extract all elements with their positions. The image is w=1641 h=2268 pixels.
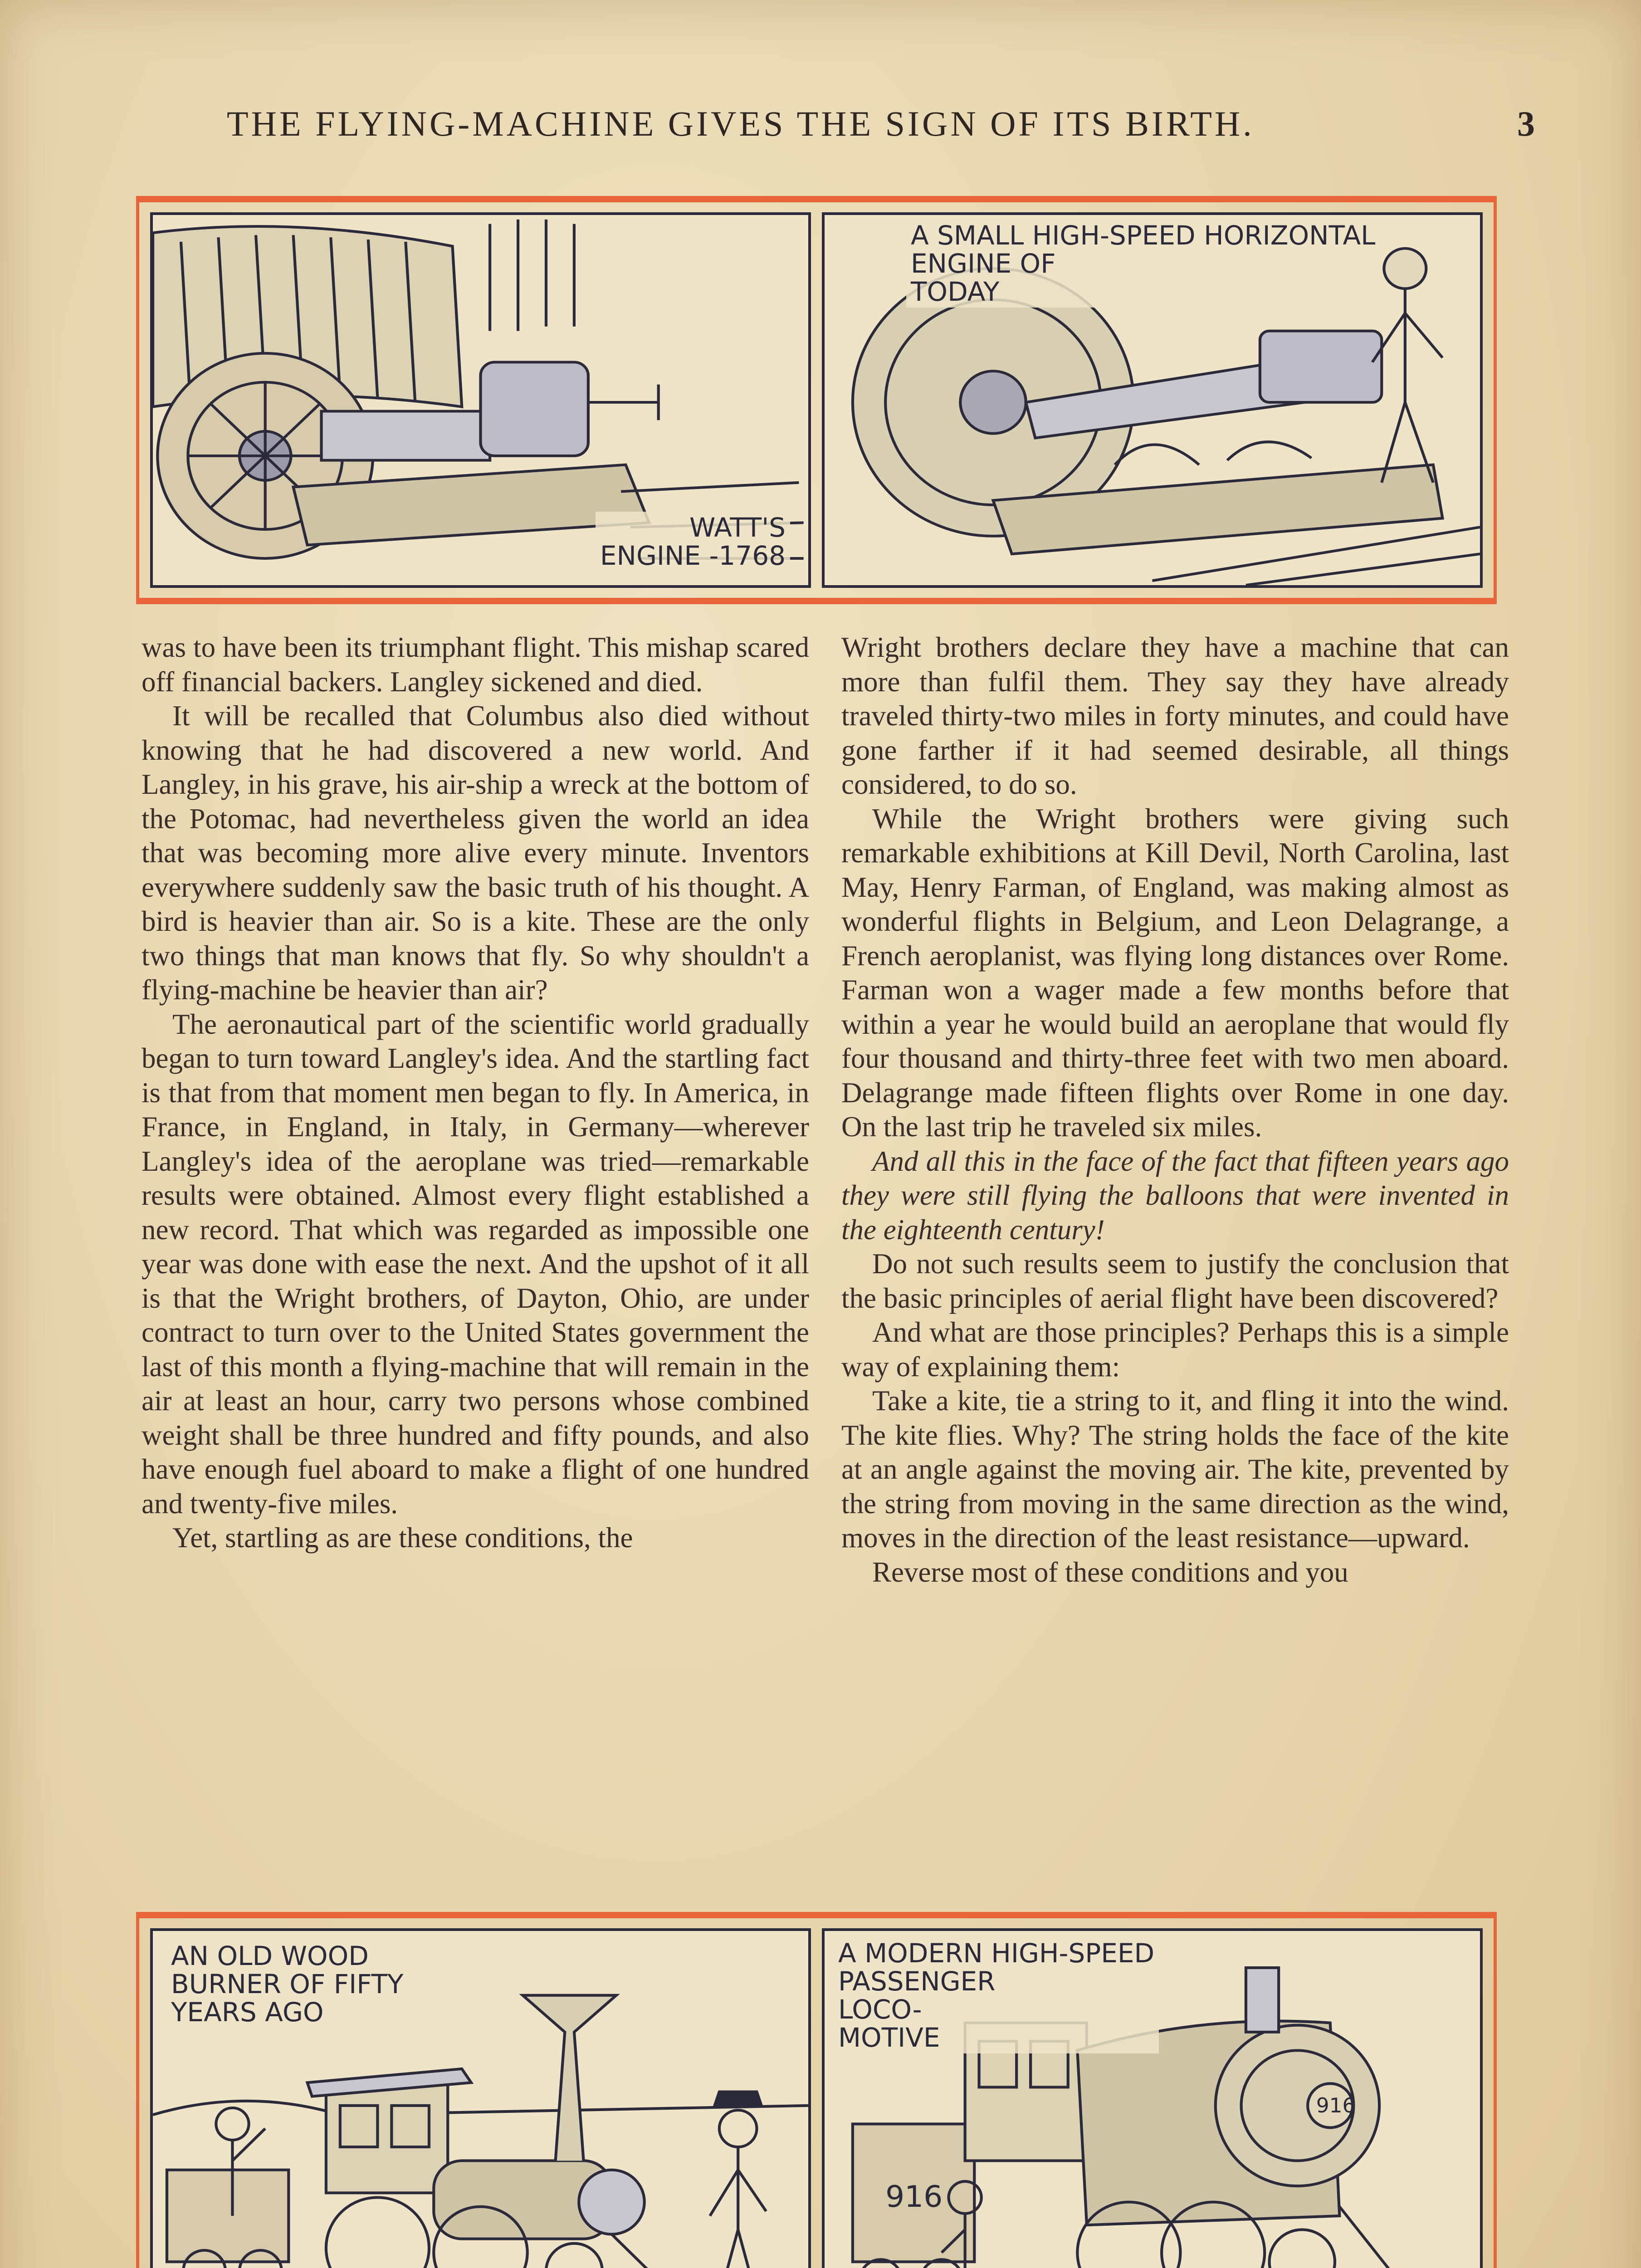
- modern-locomotive-caption: A MODERN HIGH-SPEED PASSENGER LOCO- MOTIVE: [834, 1937, 1159, 2053]
- running-head: [227, 103, 1538, 153]
- left-text-column: [142, 631, 809, 1837]
- right-paragraph-6: Take a kite, tie a string to it, and fling it into the wind. The kite flies. Why? The string holds the face of the kite at an angle against the moving air. The kite, prevented by the string from moving in the same direction as the wind, moves in the direction of the least resistance—upward.: [841, 1385, 1509, 1554]
- right-paragraph-4: Do not such results seem to justify the conclusion that the basic principles of aerial flight have been discovered?: [841, 1248, 1509, 1314]
- horizontal-engine-panel: [822, 212, 1483, 588]
- right-paragraph-5: And what are those principles? Perhaps this is a simple way of explaining them:: [841, 1316, 1509, 1383]
- bottom-illustration-band: [136, 1912, 1497, 2268]
- running-title: THE FLYING-MACHINE GIVES THE SIGN OF ITS BIRTH.: [227, 104, 1255, 143]
- right-paragraph-3-italic: And all this in the face of the fact that fifteen years ago they were still flying the balloons that were invented in the eighteenth century!: [841, 1145, 1509, 1246]
- left-paragraph-2: It will be recalled that Columbus also died without knowing that he had discovered a new world. And Langley, in his grave, his air-ship a wreck at the bottom of the Potomac, had nevertheless given the world an idea that was becoming more alive every minute. Inventors everywhere suddenly saw the basic truth of his thought. A bird is heavier than air. So is a kite. These are the only two things that man knows that fly. So why shouldn't a flying-machine be heavier than air?: [142, 700, 809, 1006]
- right-paragraph-7: Reverse most of these conditions and you: [872, 1556, 1348, 1588]
- horizontal-engine-caption: A SMALL HIGH-SPEED HORIZONTAL ENGINE OF TODAY: [906, 220, 1380, 308]
- smokebox-number: 916: [1316, 2093, 1356, 2118]
- wood-burner-caption: AN OLD WOOD BURNER OF FIFTY YEARS AGO: [166, 1940, 408, 2028]
- page-number: 3: [1517, 104, 1538, 143]
- watts-engine-panel: [150, 212, 811, 588]
- wood-burner-panel: [150, 1928, 811, 2268]
- top-illustration-band: [136, 196, 1497, 604]
- tender-number: 916: [885, 2180, 943, 2214]
- watts-engine-caption: WATT'S ENGINE -1768: [596, 512, 790, 572]
- left-paragraph-3: The aeronautical part of the scientific world gradually began to turn toward Langley's idea. And the startling fact is that from that moment men began to fly. In America, in France, in England, in Italy, in Germany—wherever Langley's idea of the aeroplane was tried—remarkable results were obtained. Almost every flight established a new record. That which was regarded as impossible one year was done with ease the next. And the upshot of it all is that the Wright brothers, of Dayton, Ohio, are under contract to turn over to the United States government the last of this month a flying-machine that will remain in the air at least an hour, carry two persons whose combined weight shall be three hundred and fifty pounds, and also have enough fuel aboard to make a flight of one hundred and twenty-five miles.: [142, 1008, 809, 1520]
- right-paragraph-1: Wright brothers declare they have a machine that can more than fulfil them. They say they have already traveled thirty-two miles in forty minutes, and could have gone farther if it had seemed desirable, all things considered, to do so.: [841, 631, 1509, 800]
- right-text-column: [841, 631, 1509, 1837]
- right-paragraph-2: While the Wright brothers were giving such remarkable exhibitions at Kill Devil, North Carolina, last May, Henry Farman, of England, was making almost as wonderful flights in Belgium, and Leon Delagrange, a French aeroplanist, was flying long distances over Rome. Farman won a wager made a few months before that within a year he would build an aeroplane that would fly four thousand and thirty-three feet with two men aboard. Delagrange made fifteen flights over Rome in one day. On the last trip he traveled six miles.: [841, 802, 1509, 1143]
- left-paragraph-1: was to have been its triumphant flight. This mishap scared off financial backers. Langley sickened and died.: [142, 631, 809, 698]
- left-paragraph-4: Yet, startling as are these conditions, the: [172, 1522, 633, 1554]
- modern-locomotive-panel: [822, 1928, 1483, 2268]
